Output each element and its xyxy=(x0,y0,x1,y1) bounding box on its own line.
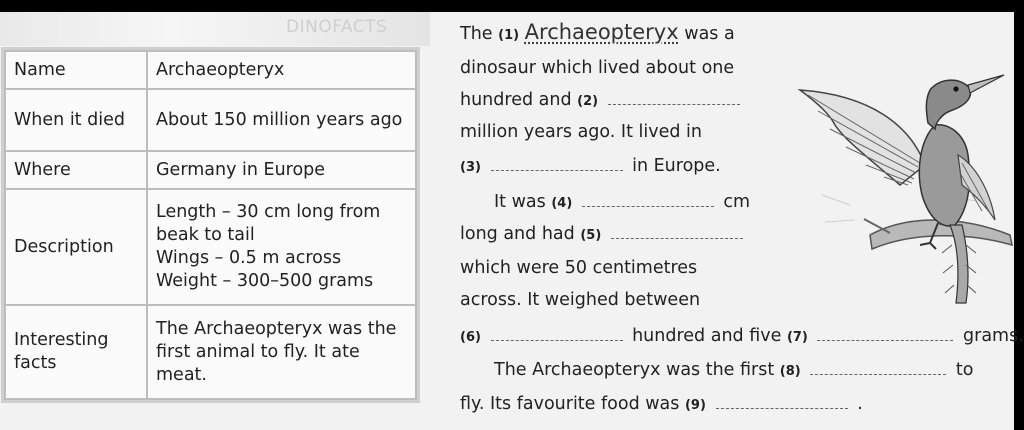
answer-blank[interactable] xyxy=(817,330,953,341)
passage-line xyxy=(460,224,747,244)
table-row xyxy=(5,151,416,189)
passage-line: dinosaur which lived about one xyxy=(460,58,735,78)
table-row xyxy=(5,189,416,305)
question-number: (6) xyxy=(460,330,481,345)
answer-blank[interactable] xyxy=(608,94,740,105)
passage-line xyxy=(460,394,863,414)
question-number: (3) xyxy=(460,160,481,175)
answer-blank[interactable] xyxy=(611,228,743,239)
row-label: Interesting facts xyxy=(5,305,147,399)
passage-line xyxy=(460,156,721,176)
row-label: Name xyxy=(5,51,147,89)
answer-blank[interactable] xyxy=(810,364,946,375)
row-value: Archaeopteryx xyxy=(147,51,416,89)
text: in Europe. xyxy=(632,156,721,176)
description-line: Wings – 0.5 m across xyxy=(156,248,342,268)
header-title: DINOFACTS xyxy=(286,17,388,37)
answer-blank[interactable] xyxy=(491,330,623,341)
passage-line xyxy=(460,20,735,44)
question-number: (9) xyxy=(684,398,706,413)
row-value: About 150 million years ago xyxy=(147,89,416,151)
answer-blank[interactable] xyxy=(716,398,848,409)
description-line: Weight – 300–500 grams xyxy=(156,271,374,291)
passage-line xyxy=(494,360,973,380)
text: was a xyxy=(684,24,735,44)
row-label: When it died xyxy=(5,89,147,151)
passage-line xyxy=(460,90,744,110)
row-value xyxy=(147,189,416,305)
text: hundred and xyxy=(460,90,572,110)
question-number: (8) xyxy=(779,364,801,379)
passage-line: million years ago. It lived in xyxy=(460,122,702,142)
row-value: Germany in Europe xyxy=(147,151,416,189)
text: cm xyxy=(723,192,751,212)
question-number: (4) xyxy=(551,196,573,211)
table-row xyxy=(5,305,416,399)
text: It was xyxy=(494,192,546,212)
question-number: (2) xyxy=(577,94,599,109)
handwritten-answer: Archaeopteryx xyxy=(524,20,679,44)
question-number: (5) xyxy=(580,228,602,243)
passage-line xyxy=(494,192,750,212)
archaeopteryx-bird-icon xyxy=(790,45,1015,307)
passage-line: across. It weighed between xyxy=(460,290,701,310)
text: The Archaeopteryx was the first xyxy=(494,360,775,380)
text: . xyxy=(857,394,863,414)
text: The xyxy=(460,24,493,44)
right-black-bar xyxy=(1014,0,1024,430)
description-line: Length – 30 cm long from beak to tail xyxy=(156,202,381,245)
row-label: Description xyxy=(5,189,147,305)
table-row xyxy=(5,51,416,89)
table-row xyxy=(5,89,416,151)
text: fly. Its favourite food was xyxy=(460,394,680,414)
text: hundred and five xyxy=(632,326,782,346)
passage-line xyxy=(460,326,1024,346)
question-number: (7) xyxy=(786,330,808,345)
answer-blank[interactable] xyxy=(582,196,714,207)
fact-table xyxy=(4,50,417,400)
row-label: Where xyxy=(5,151,147,189)
text: grams. xyxy=(963,326,1024,346)
text: long and had xyxy=(460,224,575,244)
text: to xyxy=(955,360,974,380)
question-number: (1) xyxy=(498,28,520,43)
row-value: The Archaeopteryx was the first animal to fly. It ate meat. xyxy=(147,305,416,399)
passage-line: which were 50 centimetres xyxy=(460,258,698,278)
top-black-bar xyxy=(0,0,1024,12)
answer-blank[interactable] xyxy=(491,160,623,171)
